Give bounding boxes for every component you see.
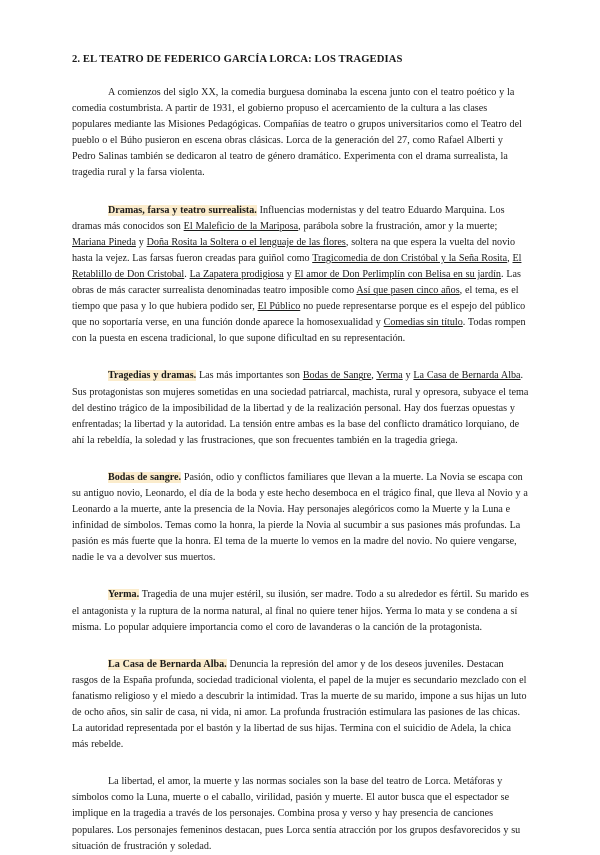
work-title: El Retablillo de Don Cristobal <box>72 252 522 280</box>
section-heading-dramas: Dramas, farsa y teatro surrealista. <box>108 204 257 216</box>
text-run: . Las obras de más caracter surrealista denominadas teatro imposible como <box>72 268 521 297</box>
text-run: y <box>283 268 295 280</box>
document-title: 2. EL TEATRO DE FEDERICO GARCÍA LORCA: LOS TRAGEDIAS <box>72 54 403 65</box>
paragraph-bodas <box>72 470 529 567</box>
section-heading-yerma: Yerma. <box>108 589 140 601</box>
work-title: Doña Rosita la Soltera o el lenguaje de las flores <box>146 236 346 248</box>
text-run: y <box>402 370 414 382</box>
text-run: , el tema, es el tiempo que pasa y lo que hubiera podido ser, <box>72 285 519 313</box>
paragraph-conclusion: La libertad, el amor, la muerte y las normas sociales son la base del teatro de Lorca. Metáforas y símbolos como la Luna, muerte o el caballo, virilidad, pasión y muerte. El autor busca que el espectador se implique en la tragedia a través de los personajes. Combina prosa y verso y hay presencia de canciones populares. Los personajes femeninos destacan, pues Lorca sentía atracción por los grupos desfavorecidos y su situación de frustración y soledad. <box>72 776 521 852</box>
text-run: , <box>371 370 377 382</box>
text-run: y <box>135 236 147 248</box>
work-title: El Público <box>257 301 301 313</box>
text-run: , soltera na que espera la vuelta del novio hasta la vejez. Las farsas fueron creadas para guiñol como <box>72 236 516 264</box>
paragraph-dramas-farsa <box>72 203 529 348</box>
text-run: , <box>507 252 513 264</box>
work-title: La Zapatera prodigiosa <box>189 268 284 280</box>
section-heading-bodas: Bodas de sangre. <box>108 471 182 483</box>
text-run: . Sus protagonistas son mujeres sometidas en una sociedad patriarcal, machista, rural y opresora, subyace el tema del destino trágico de la imposibilidad de la libertad y de la realización personal. Hay dos fuerzas opuestas y enfrentadas; la libertad y la autoridad. La tensión entre ambas es la base del conflicto dramático lorquiano, de ahí la rebeldía, la soledad y las frustraciones, que son frecuentes también en la tragedia griega. <box>72 370 529 446</box>
work-title: Mariana Pineda <box>72 236 136 248</box>
text-run: Denuncia la represión del amor y de los deseos juveniles. Destacan rasgos de la España profunda, sociedad tradicional violenta, el papel de la mujer es secundario mezclado con el fanatismo religioso y el miedo a descubrir la intimidad. Tras la muerte de su marido, impone a sus hijas un luto de ocho años, sin salir de casa, ni vida, ni amor. La profunda frustración estimulara las pasiones de las chicas. La autoridad representada por el bastón y la libertad de sus hijas. Termina con el suicidio de Adela, la chica más rebelde. <box>72 658 527 751</box>
work-title: Así que pasen cinco años <box>356 285 460 297</box>
text-run: Las más importantes son <box>196 370 303 382</box>
paragraph-yerma <box>72 587 529 635</box>
work-title: Bodas de Sangre <box>302 370 372 382</box>
paragraph-tragedias <box>72 368 529 448</box>
paragraph-intro: A comienzos del siglo XX, la comedia burguesa dominaba la escena junto con el teatro poético y la comedia costumbrista. A partir de 1931, el gobierno propuso el acercamiento de la cultura a las clases populares mediante las Misiones Pedagógicas. Compañías de teatro o grupos universitarios como el Teatro del pueblo o el Búho pusieron en escena obras clásicas. Lorca de la generación del 27, como Rafael Alberti y Pedro Salinas también se dedicaron al teatro de género dramático. Experimenta con el drama surrealista, la tragedia rural y la farsa violenta. <box>72 87 522 179</box>
work-title: Yerma <box>376 370 403 382</box>
text-run: . <box>184 268 190 280</box>
text-run: Influencias modernistas y del teatro Eduardo Marquina. Los dramas más conocidos son <box>72 204 505 232</box>
work-title: El Maleficio de la Mariposa <box>183 220 299 232</box>
work-title: Comedias sin título <box>383 317 463 329</box>
paragraph-bernarda <box>72 657 529 754</box>
work-title: El amor de Don Perlimplín con Belisa en su jardín <box>294 268 501 280</box>
text-run: . Todas rompen con la puesta en escena tradicional, lo que supone dificultad en su representación. <box>72 317 526 345</box>
text-run: no puede representarse porque es el espejo del público que no soportaría verse, en una función donde aparece la homosexualidad y <box>72 301 526 329</box>
work-title: Tragicomedia de don Cristóbal y la Seña Rosita <box>312 252 508 264</box>
text-run: Pasión, odio y conflictos familiares que llevan a la muerte. La Novia se escapa con su antiguo novio, Leonardo, el día de la boda y este hecho desemboca en el trágico final, que lleva al Novio y a Leonardo a la muerte, ante la presencia de la Novia. Hay personajes alegóricos como la Muerte y la Luna e infinidad de símbolos. Temas como la honra, la pierde la Novia al sucumbir a sus pasiones más profundas. La pasión es más fuerte que la honra. El tema de la muerte lo vemos en la madre del novio. No quiere vengarse, nadie le va a devolver sus muertos. <box>72 471 528 564</box>
section-heading-tragedias: Tragedias y dramas. <box>108 370 197 382</box>
work-title: La Casa de Bernarda Alba <box>413 370 521 382</box>
text-run: , parábola sobre la frustración, amor y la muerte; <box>298 220 498 232</box>
section-heading-bernarda: La Casa de Bernarda Alba. <box>108 658 227 670</box>
text-run: Tragedia de una mujer estéril, su ilusión, ser madre. Todo a su alrededor es fértil. Su marido es el antagonista y la ruptura de la norma natural, al final no quiere tener hijos. Yerma lo mata y se condena a sí misma. Lo popular adquiere importancia como el coro de lavanderas o la canción de la protagonista. <box>72 589 529 633</box>
